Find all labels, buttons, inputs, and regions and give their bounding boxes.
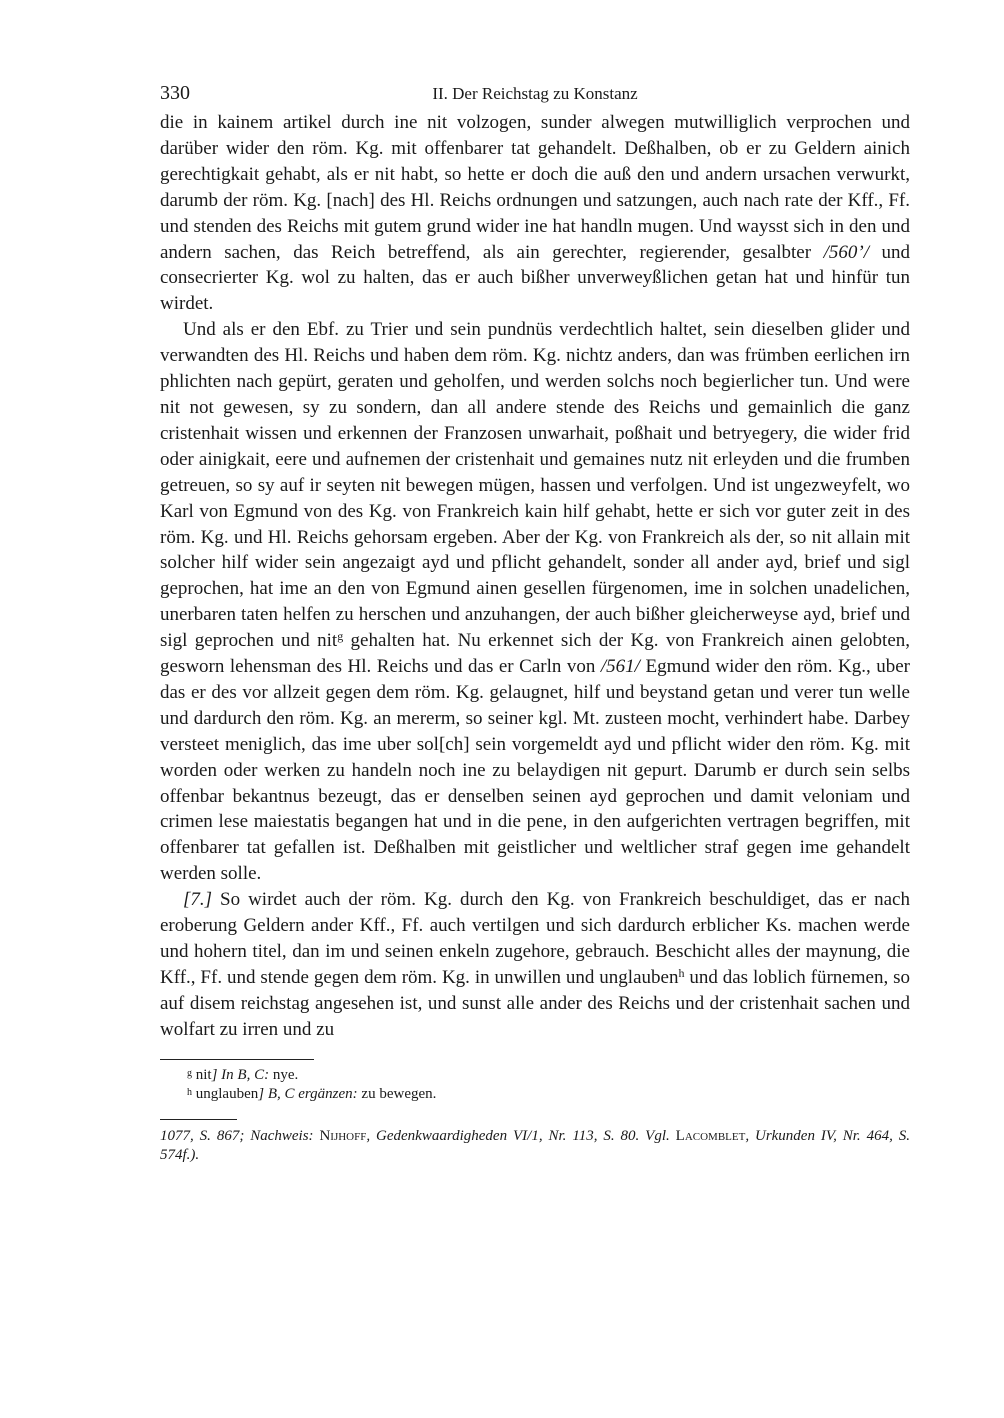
footnotes (160, 1059, 910, 1104)
page-reference: /560’/ (823, 241, 869, 263)
text-run: gehalten hat. Nu erkennet sich der Kg. von Frankreich ainen gelobten, gesworn lehensman des Hl. Reichs und das er Carln von (160, 630, 910, 678)
section-marker: [7.] (183, 889, 213, 911)
footnote-rule (160, 1059, 314, 1060)
footnote-mark: h (187, 1086, 192, 1098)
page-number: 330 (160, 82, 190, 104)
author-name: Nijhoff (319, 1127, 367, 1144)
footnote-lemma: nit (195, 1066, 212, 1083)
commentary-text: 1077, S. 867; Nachweis: (160, 1127, 320, 1144)
footnote-text: zu bewegen. (357, 1085, 437, 1102)
text-run: Und als er den Ebf. zu Trier und sein pundnüs verdechtlich haltet, sein dieselben glider und verwandten des Hl. Reichs und haben dem röm. Kg. nichtz anders, dan was frümben eerlichen irn phlichten nach gepürt, geraten und geholfen, und werden solchs noch begierlicher tun. Und were nit not gewesen, sy zu sondern, dan all andere stende des Reichs und gemainlich die ganz cristenhait wissen und erkennen der Franzosen unwarhait, poßhait und betryegery, die wider frid oder ainigkait, eere und aufnemen der cristenhait und gemaines nutz nit erleyden und die frumben getreuen, so sy auf ir seyten nit bewegen mügen, hassen und verfolgen. Und ist ungezweyfelt, wo Karl von Egmund von des Kg. von Frankreich kain hilf gehabt, hette er sich vor guter zeit in des röm. Kg. und Hl. Reichs gehorsam ergeben. Aber der Kg. von Frankreich als der, so nit allain mit solcher hilf wider sein angezaigt ayd und pflicht gehandelt, sonder all ander ayd, brief und sigl geprochen, hat ime an den von Egmund ainen gesellen fürgenomen, ime in solchen unadelichen, unerbaren taten helfen zu herschen und anzuhangen, der auch bißher gleicherweyse ayd, brief und sigl geprochen und nit (160, 319, 910, 652)
commentary (160, 1119, 910, 1165)
footnote-marker-g[interactable]: g (337, 629, 344, 644)
footnote-mark: g (187, 1067, 192, 1079)
text-run: Egmund wider den röm. Kg., uber das er des vor allzeit gegen dem röm. Kg. gelaugnet, hilf und beystand getan und verer tun welle und dardurch den röm. Kg. an mererm, so seiner kgl. Mt. zusteen mocht, verhindert habe. Darbey versteet meniglich, das ime uber sol[ch] sein vorgemeldt ayd und pflicht wider den röm. Kg. mit worden oder werken zu handeln noch ine zu belaydigen nit gepurt. Darumb er durch sein selbs offenbar bekantnus bezeugt, das er denselben seinen ayd geprochen und damit veloniam und crimen lese maiestatis begangen hat und in die pene, in den aufgerichten vertragen begriffen, mit offenbarer tat gefallen ist. Deßhalben mit geistlicher und weltlicher straf gegen ime gehandelt werden solle. (160, 656, 910, 885)
footnote-marker-h[interactable]: h (678, 965, 685, 980)
footnote-h (160, 1085, 910, 1104)
footnote-lemma: unglauben (195, 1085, 259, 1102)
footnote-g (160, 1066, 910, 1085)
author-name: Lacomblet (675, 1127, 746, 1144)
commentary-text: , Urkunden IV, Nr. 464, S. 574f.). (160, 1127, 910, 1163)
footnote-note: ] In B, C: (211, 1066, 270, 1083)
commentary-text: , Gedenkwaardigheden VI/1, Nr. 113, S. 80. Vgl. (366, 1127, 676, 1144)
running-title: II. Der Reichstag zu Konstanz (432, 84, 638, 103)
commentary-rule (160, 1119, 237, 1120)
text-run: die in kainem artikel durch ine nit volzogen, sunder alwegen mutwilliglich verprochen und darüber wider den röm. Kg. mit offenbarer tat gehandelt. Deßhalben, ob er zu Geldern ainich gerechtigkait gehabt, als er nit habt, so hette er doch die auß den und andern ursachen verwurkt, darumb der röm. Kg. [nach] des Hl. Reichs ordnungen und satzungen, auch nach rate der Kff., Ff. und stenden des Reichs mit gutem grund wider ine hat handln mugen. Und waysst sich in den und andern sachen, das Reich betreffend, als ain gerechter, regierender, gesalbter (160, 112, 910, 263)
text-run: und das loblich fürnemen, so auf disem reichstag angesehen ist, und sunst alle ander des Reichs und der cristenhait sachen und wolfart zu irren und zu (160, 966, 910, 1040)
text-run: und consecrierter Kg. wol zu halten, das er auch bißher unverweyßlichen getan hat und hinfür tun wirdet. (160, 241, 911, 315)
page-reference: /561/ (600, 656, 640, 678)
paragraph-1 (160, 110, 910, 317)
text-run: So wirdet auch der röm. Kg. durch den Kg. von Frankreich beschuldiget, das er nach eroberung Geldern ander Kff., Ff. auch vertilgen und sich dardurch erblicher Ks. machen werde und hohern titel, dan im und seinen enkeln zugehore, gebrauch. Beschicht alles der maynung, die Kff., Ff. und stende gegen dem röm. Kg. in unwillen und unglauben (160, 889, 910, 988)
footnote-note: ] B, C ergänzen: (258, 1085, 358, 1102)
footnote-text: nye. (269, 1066, 299, 1083)
paragraph-3 (160, 887, 910, 1042)
page (160, 76, 910, 1165)
page-header (160, 76, 910, 110)
paragraph-2 (160, 317, 910, 887)
main-text (160, 110, 910, 1043)
